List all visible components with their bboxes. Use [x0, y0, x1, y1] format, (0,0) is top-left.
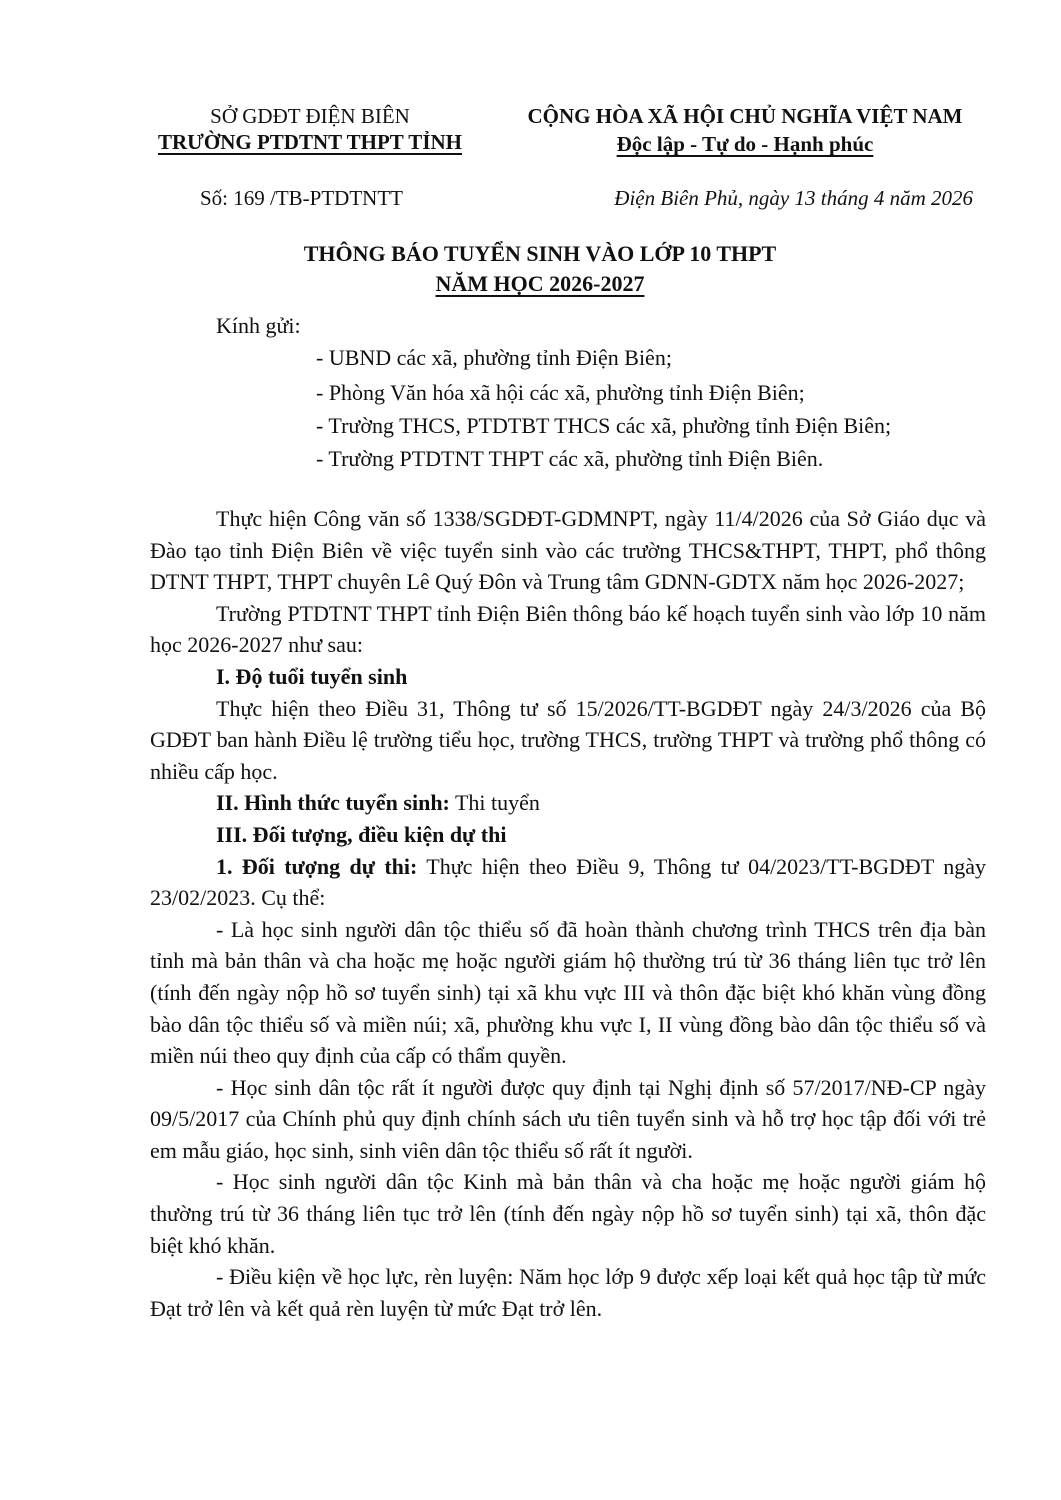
recipient-item: - UBND các xã, phường tỉnh Điện Biên; — [316, 345, 672, 370]
recipients-label: Kính gửi: — [216, 313, 301, 338]
document-subtitle-text: NĂM HỌC 2026-2027 — [435, 271, 645, 296]
section-3-heading: III. Đối tượng, điều kiện dự thi — [216, 821, 507, 847]
document-body — [150, 503, 986, 1324]
agency-name: SỞ GDĐT ĐIỆN BIÊN — [210, 104, 410, 128]
document-title: THÔNG BÁO TUYỂN SINH VÀO LỚP 10 THPT — [303, 241, 777, 266]
document-number: Số: 169 /TB-PTDTNTT — [200, 186, 403, 210]
section-2 — [150, 787, 986, 819]
section-2-heading: II. Hình thức tuyển sinh: — [216, 790, 450, 816]
recipient-item: - Trường THCS, PTDTBT THCS các xã, phường tỉnh Điện Biên; — [316, 413, 892, 438]
document-subtitle — [90, 268, 990, 300]
bullet-item: - Học sinh dân tộc rất ít người được quy định tại Nghị định số 57/2017/NĐ-CP ngày 09/5/2017 của Chính phủ quy định chính sách ưu tiên tuyển sinh và hỗ trợ học tập đối với trẻ em mẫu giáo, học sinh, sinh viên dân tộc thiểu số rất ít người. — [150, 1074, 986, 1163]
school-name-text: TRƯỜNG PTDTNT THPT TỈNH — [158, 130, 462, 154]
national-motto — [495, 131, 995, 157]
section-3-1-heading: 1. Đối tượng dự thi: — [216, 853, 418, 879]
intro-paragraph: Thực hiện Công văn số 1338/SGDĐT-GDMNPT, ngày 11/4/2026 của Sở Giáo dục và Đào tạo tỉnh Điện Biên về việc tuyển sinh vào các trường THCS&THPT, THPT, phổ thông DTNT THPT, THPT chuyên Lê Quý Đôn và Trung tâm GDNN-GDTX năm học 2026-2027; — [150, 506, 986, 595]
section-2-value: Thi tuyển — [449, 790, 540, 816]
national-motto-text: Độc lập - Tự do - Hạnh phúc — [616, 132, 874, 156]
school-name — [130, 129, 490, 155]
national-title: CỘNG HÒA XÃ HỘI CHỦ NGHĨA VIỆT NAM — [527, 104, 963, 128]
bullet-item: - Điều kiện về học lực, rèn luyện: Năm học lớp 9 được xếp loại kết quả học tập từ mức Đạt trở lên và kết quả rèn luyện từ mức Đạt trở lên. — [150, 1264, 986, 1321]
place-date: Điện Biên Phủ, ngày 13 tháng 4 năm 2026 — [614, 186, 973, 210]
bullet-item: - Học sinh người dân tộc Kinh mà bản thân và cha hoặc mẹ hoặc người giám hộ thường trú từ 36 tháng liên tục trở lên (tính đến ngày nộp hồ sơ tuyển sinh) tại xã, thôn đặc biệt khó khăn. — [150, 1169, 986, 1258]
bullet-item: - Là học sinh người dân tộc thiểu số đã hoàn thành chương trình THCS trên địa bàn tỉnh mà bản thân và cha hoặc mẹ hoặc người giám hộ thường trú từ 36 tháng liên tục trở lên (tính đến ngày nộp hồ sơ tuyển sinh) tại xã khu vực III và thôn đặc biệt khó khăn vùng đồng bào dân tộc thiểu số và miền núi; xã, phường khu vực I, II vùng đồng bào dân tộc thiểu số và miền núi theo quy định của cấp có thẩm quyền. — [150, 916, 986, 1069]
section-3-1-text: Thực hiện theo Điều 9, Thông tư 04/2023/TT-BGDĐT ngày 23/02/2023. Cụ thể: — [150, 853, 986, 911]
section-3-1 — [150, 851, 986, 914]
recipient-item: - Phòng Văn hóa xã hội các xã, phường tỉnh Điện Biên; — [316, 380, 805, 405]
announcement-paragraph: Trường PTDTNT THPT tỉnh Điện Biên thông báo kế hoạch tuyển sinh vào lớp 10 năm học 2026-2027 như sau: — [150, 600, 986, 658]
section-1-heading: I. Độ tuổi tuyển sinh — [216, 663, 408, 689]
recipient-item: - Trường PTDTNT THPT các xã, phường tỉnh Điện Biên. — [316, 446, 824, 471]
section-1-text: Thực hiện theo Điều 31, Thông tư số 15/2026/TT-BGDĐT ngày 24/3/2026 của Bộ GDĐT ban hành Điều lệ trường tiểu học, trường THCS, trường THPT và trường phổ thông có nhiều cấp học. — [150, 695, 986, 784]
